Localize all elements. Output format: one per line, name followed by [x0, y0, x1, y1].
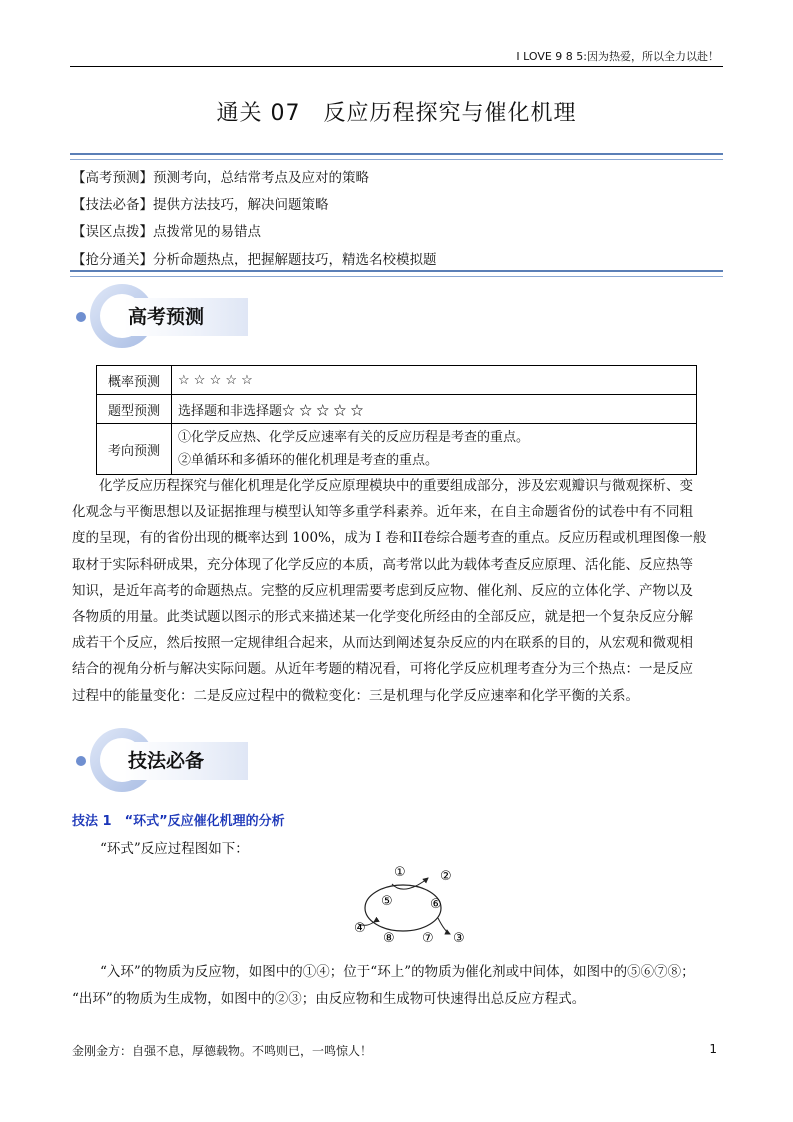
- paragraph-line: 各物质的用量。此类试题以图示的形式来描述某一化学变化所经由的全部反应，就是把一个复杂反应分解: [72, 609, 693, 626]
- table-cell-label: 概率预测: [97, 366, 172, 395]
- arrow-out-3: [438, 918, 450, 934]
- header-motto: I LOVE 9 8 5:因为热爱，所以全力以赴！: [516, 50, 719, 63]
- paragraph-line: 知识，是近年高考的命题热点。完整的反应机理需要考虑到反应物、催化剂、反应的立体化学、产物以及: [72, 582, 693, 599]
- prediction-table: [96, 365, 697, 475]
- table-cell-value: [172, 424, 697, 475]
- direction-point-1: ①化学反应热、化学反应速率有关的反应历程是考查的重点。: [178, 430, 530, 445]
- cycle-label: ⑦: [422, 931, 434, 946]
- table-row: [97, 366, 697, 395]
- technique-lead: “环式”反应过程图如下：: [100, 841, 249, 857]
- paragraph-line: 化学反应历程探究与催化机理是化学反应原理模块中的重要组成部分，涉及宏观瓣识与微观探析、变: [99, 478, 693, 494]
- cycle-label: ③: [453, 931, 465, 946]
- section-banner-technique: [72, 728, 252, 794]
- intro-line-4: 【抢分通关】分析命题热点，把握解题技巧，精选名校模拟题: [72, 252, 437, 268]
- paragraph-line: 取材于实际科研成果，充分体现了化学反应的本质，高考常以此为载体考查反应原理、活化能、反应热等: [72, 556, 693, 573]
- table-cell-value: ☆ ☆ ☆ ☆ ☆: [172, 366, 697, 395]
- section-banner-predict: [72, 284, 252, 350]
- section-title-technique: 技法必备: [124, 742, 248, 780]
- cycle-label: ⑥: [430, 897, 442, 912]
- intro-line-3: 【误区点拨】点拨常见的易错点: [72, 224, 261, 240]
- paragraph-line: 度的呈现，有的省份出现的概率达到 100%，成为 I 卷和II卷综合题考查的重点。反应历程或机理图像一般: [72, 530, 707, 547]
- table-cell-label: 题型预测: [97, 395, 172, 424]
- cycle-diagram: [346, 860, 476, 950]
- divider-top: [70, 153, 723, 160]
- table-cell-value: 选择题和非选择题☆ ☆ ☆ ☆ ☆: [172, 395, 697, 424]
- explanation-line-2: “出环”的物质为生成物，如图中的②③；由反应物和生成物可快速得出总反应方程式。: [72, 991, 586, 1007]
- technique-heading: 技法 1 “环式”反应催化机理的分析: [72, 814, 285, 829]
- table-cell-label: 考向预测: [97, 424, 172, 475]
- cycle-label: ①: [394, 865, 406, 880]
- cycle-label: ⑤: [381, 894, 393, 909]
- paragraph-line: 过程中的能量变化：二是反应过程中的微粒变化：三是机理与化学反应速率和化学平衡的关系。: [72, 687, 639, 704]
- paragraph-line: 结合的视角分析与解决实际问题。从近年考题的精况看，可将化学反应机理考查分为三个热点：一是反应: [72, 661, 693, 678]
- page-number: 1: [709, 1042, 717, 1056]
- banner-dot: [76, 756, 86, 766]
- cycle-label: ②: [440, 869, 452, 884]
- footer-motto: 金刚金方：自强不息，厚德载物。不鸣则已，一鸣惊人！: [72, 1044, 373, 1058]
- header-rule: [70, 66, 723, 67]
- direction-point-2: ②单循环和多循环的催化机理是考查的重点。: [178, 453, 439, 468]
- paragraph-line: 成若干个反应，然后按照一定规律组合起来，从而达到阐述复杂反应的内在联系的目的，从宏观和微观相: [72, 635, 693, 652]
- section-title-predict: 高考预测: [124, 298, 248, 336]
- cycle-label: ⑧: [383, 931, 395, 946]
- intro-line-1: 【高考预测】预测考向，总结常考点及应对的策略: [72, 170, 369, 186]
- explanation-line-1: “入环”的物质为反应物，如图中的①④；位于“环上”的物质为催化剂或中间体，如图中的⑤⑥⑦⑧；: [100, 964, 695, 980]
- table-row: [97, 395, 697, 424]
- overview-paragraph: [72, 473, 722, 709]
- banner-dot: [76, 312, 86, 322]
- divider-bottom: [70, 270, 723, 277]
- cycle-label: ④: [354, 921, 366, 936]
- page-title: 通关 07 反应历程探究与催化机理: [216, 101, 577, 126]
- intro-line-2: 【技法必备】提供方法技巧，解决问题策略: [72, 197, 329, 213]
- table-row: [97, 424, 697, 475]
- paragraph-line: 化观念与平衡思想以及证据推理与模型认知等多重学科素养。近年来，在自主命题省份的试卷中有不同粗: [72, 504, 693, 521]
